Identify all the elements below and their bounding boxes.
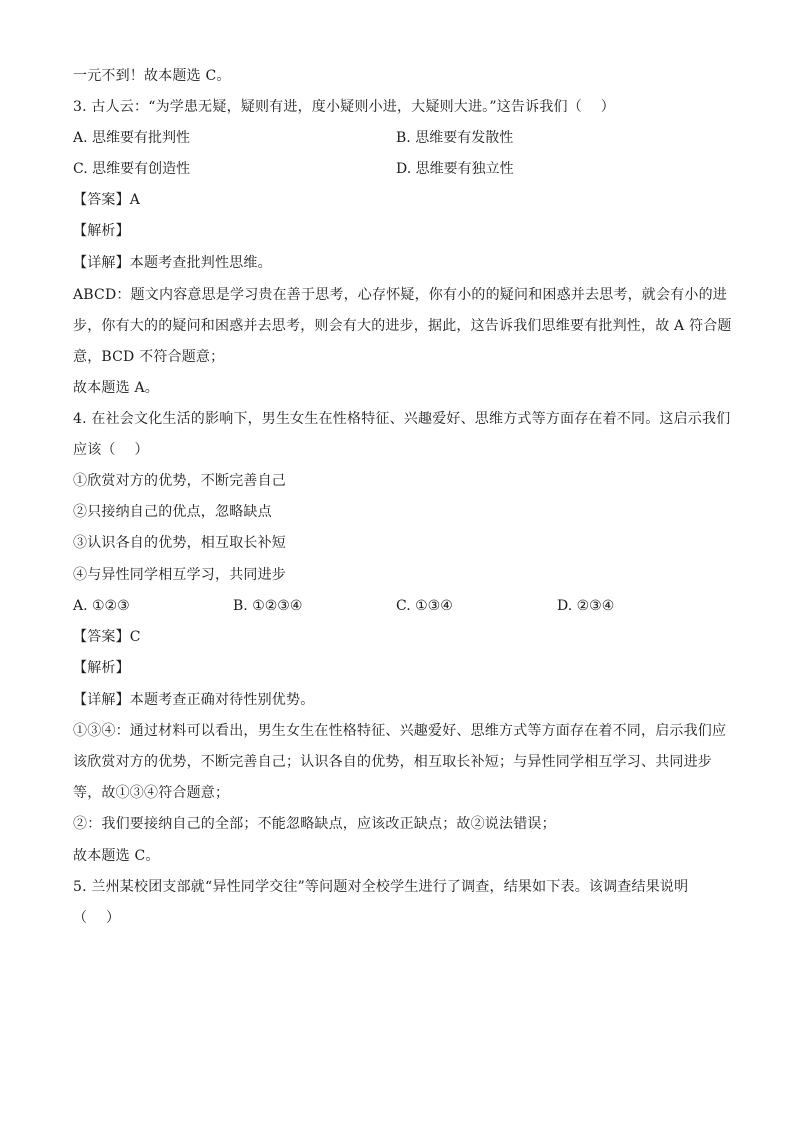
q3-option-b: B. 思维要有发散性 — [396, 130, 514, 146]
q4-detail: 【详解】本题考查正确对待性别优势。 — [73, 692, 315, 708]
q4-item-3: ③认识各自的优势，相互取长补短 — [73, 535, 286, 551]
previous-answer-tail: 一元不到！故本题选 C。 — [73, 68, 231, 84]
q3-answer: 【答案】A — [73, 192, 141, 208]
q4-item-1: ①欣赏对方的优势，不断完善自己 — [73, 473, 286, 489]
q3-conclusion: 故本题选 A。 — [73, 380, 159, 396]
q3-stem: 3. 古人云：“为学患无疑，疑则有进，度小疑则小进，大疑则大进。”这告诉我们（ ） — [73, 99, 615, 115]
q5-stem-line-2: （ ） — [73, 910, 121, 926]
q4-option-c: C. ①③④ — [396, 598, 453, 614]
q4-option-b: B. ①②③④ — [233, 598, 303, 614]
q4-item-4: ④与异性同学相互学习，共同进步 — [73, 567, 286, 583]
q4-item-2: ②只接纳自己的优点，忽略缺点 — [73, 504, 272, 520]
q4-option-a: A. ①②③ — [73, 598, 130, 614]
q4-explain-line-2: 该欣赏对方的优势，不断完善自己；认识各自的优势，相互取长补短；与异性同学相互学习、共同进步 — [73, 754, 712, 770]
q4-explain-line-1: ①③④：通过材料可以看出，男生女生在性格特征、兴趣爱好、思维方式等方面存在着不同，启示我们应 — [73, 723, 727, 739]
q3-analysis-label: 【解析】 — [73, 223, 130, 239]
q3-option-c: C. 思维要有创造性 — [73, 161, 191, 177]
q3-option-a: A. 思维要有批判性 — [73, 130, 191, 146]
q3-detail: 【详解】本题考查批判性思维。 — [73, 255, 272, 271]
q4-option-d: D. ②③④ — [557, 598, 615, 614]
q5-stem-line-1: 5. 兰州某校团支部就“异性同学交往”等问题对全校学生进行了调查，结果如下表。该调查结果说明 — [73, 879, 689, 895]
q3-explain-line-2: 步，你有大的的疑问和困惑并去思考，则会有大的进步，据此，这告诉我们思维要有批判性，故 A 符合题 — [73, 318, 732, 334]
q4-answer: 【答案】C — [73, 629, 141, 645]
q4-stem-line-1: 4. 在社会文化生活的影响下，男生女生在性格特征、兴趣爱好、思维方式等方面存在着不同。这启示我们 — [73, 411, 731, 427]
q4-analysis-label: 【解析】 — [73, 660, 130, 676]
q4-stem-line-2: 应该（ ） — [73, 442, 149, 458]
q4-explain-line-3: 等，故①③④符合题意； — [73, 785, 230, 801]
q4-explain-line-4: ②：我们要接纳自己的全部；不能忽略缺点，应该改正缺点；故②说法错误； — [73, 816, 556, 832]
q3-explain-line-3: 意，BCD 不符合题意； — [73, 349, 225, 365]
q3-option-d: D. 思维要有独立性 — [396, 161, 514, 177]
q4-conclusion: 故本题选 C。 — [73, 848, 160, 864]
q3-explain-line-1: ABCD：题文内容意思是学习贵在善于思考，心存怀疑，你有小的的疑问和困惑并去思考，就会有小的进 — [73, 287, 727, 303]
